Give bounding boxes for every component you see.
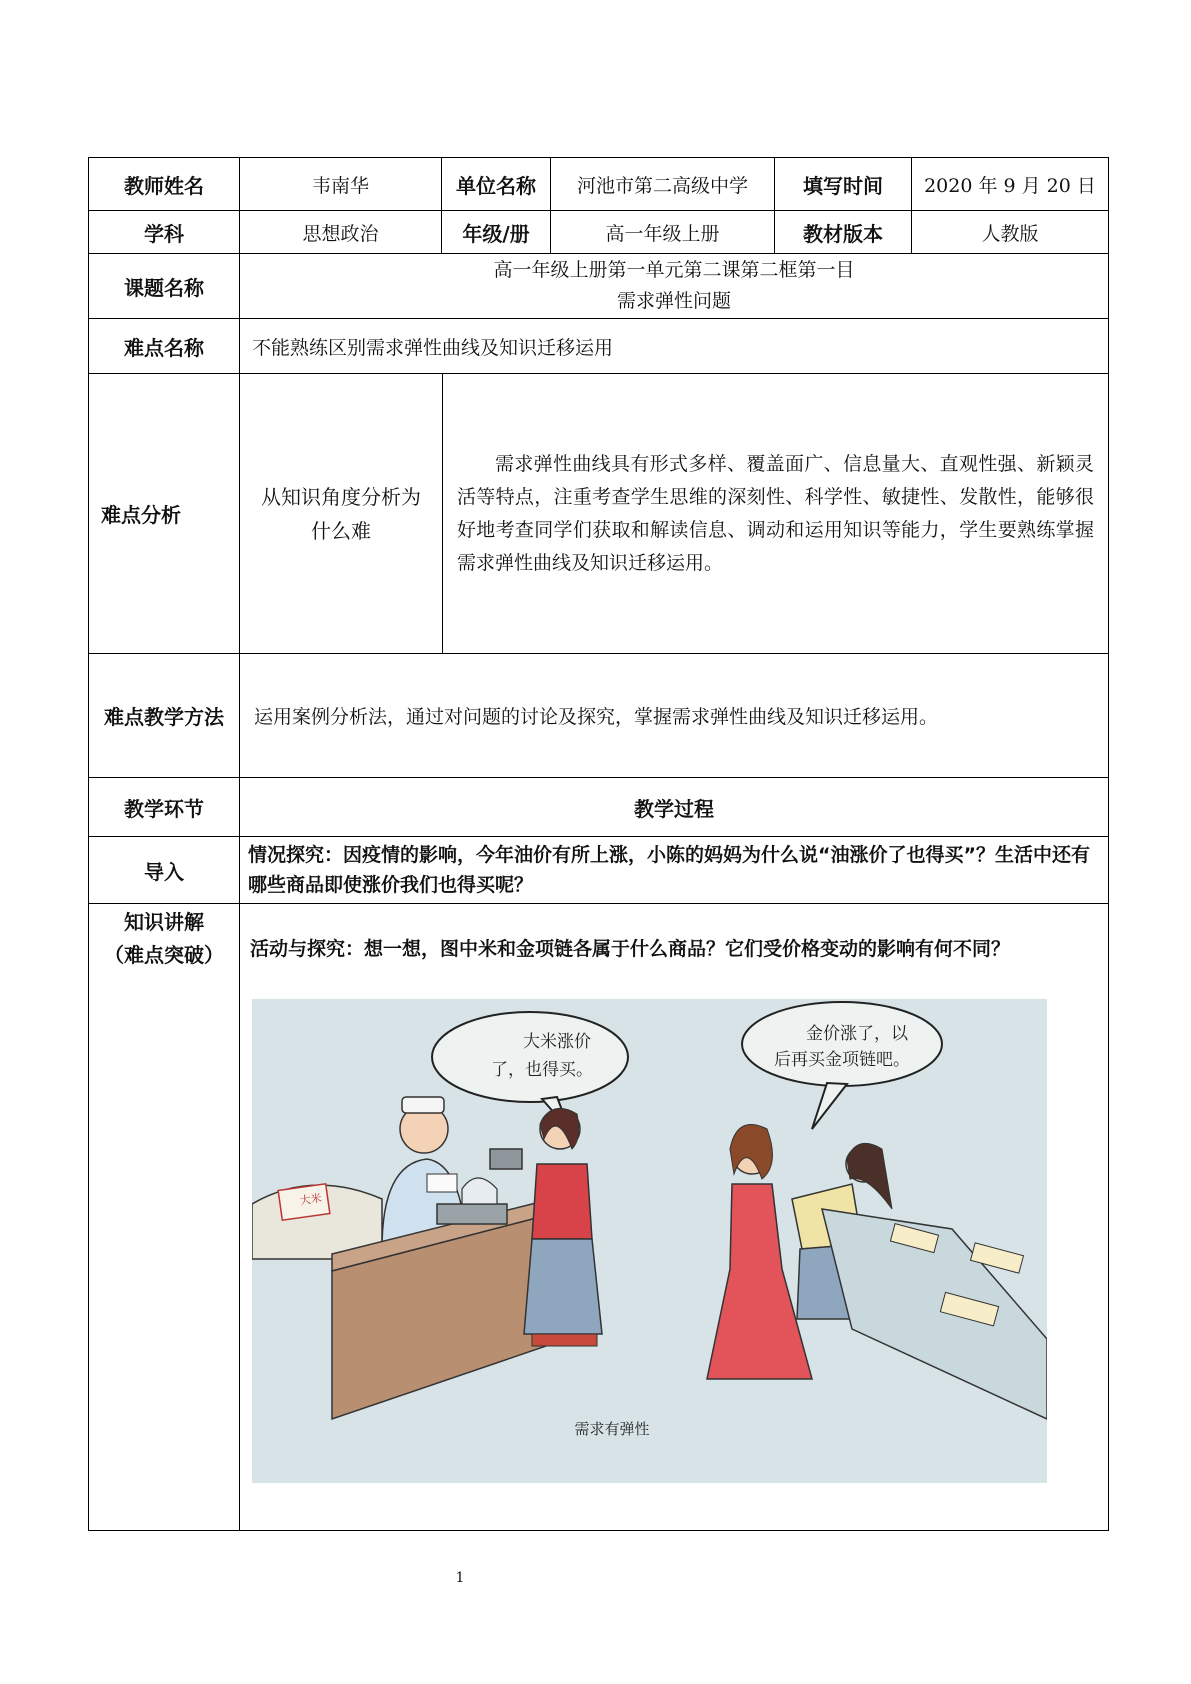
grade-label: 年级/册 xyxy=(441,210,551,254)
shopkeeper-receipt xyxy=(427,1174,457,1192)
subject-value: 思想政治 xyxy=(239,210,442,254)
left-speech-bubble xyxy=(432,1012,628,1102)
analysis-text xyxy=(442,373,1109,654)
date-label: 填写时间 xyxy=(774,157,912,211)
intro-value xyxy=(239,836,1109,904)
left-bubble-line-1: 大米涨价 xyxy=(523,1032,591,1052)
method-label: 难点教学方法 xyxy=(88,653,240,778)
date-value: 2020 年 9 月 20 日 xyxy=(911,157,1109,211)
right-bubble-line-1: 金价涨了，以 xyxy=(806,1024,908,1044)
edition-value: 人教版 xyxy=(911,210,1109,254)
teacher-label: 教师姓名 xyxy=(88,157,240,211)
demand-elasticity-cartoon xyxy=(252,999,1047,1483)
scale-base xyxy=(437,1204,507,1224)
left-bubble-line-2: 了，也得买。 xyxy=(491,1060,593,1080)
right-speech-bubble xyxy=(742,1002,942,1086)
analysis-angle xyxy=(239,373,443,654)
teacher-value: 韦南华 xyxy=(239,157,442,211)
woman-a-shoes xyxy=(532,1334,597,1346)
topic-label: 课题名称 xyxy=(88,253,240,319)
analysis-paragraph: 需求弹性曲线具有形式多样、覆盖面广、信息量大、直观性强、新颖灵活等特点，注重考查学生思维的深刻性、科学性、敏捷性、发散性，能够很好地考查同学们获取和解读信息、调动和运用知识等能力，学生要熟练掌握需求弹性曲线及知识迁移运用。 xyxy=(457,452,1094,574)
lecture-content xyxy=(239,903,1109,1531)
method-value: 运用案例分析法，通过对问题的讨论及探究，掌握需求弹性曲线及知识迁移运用。 xyxy=(239,653,1109,778)
difficulty-value: 不能熟练区别需求弹性曲线及知识迁移运用 xyxy=(239,318,1109,374)
intro-label: 导入 xyxy=(88,836,240,904)
page-number: 1 xyxy=(455,1570,465,1586)
lecture-label xyxy=(88,903,240,1531)
analysis-angle-text: 从知识角度分析为什么难 xyxy=(261,484,421,543)
woman-a-skirt xyxy=(524,1239,602,1334)
right-bubble-line-2: 后再买金项链吧。 xyxy=(774,1050,910,1070)
edition-label: 教材版本 xyxy=(774,210,912,254)
subject-label: 学科 xyxy=(88,210,240,254)
topic-line-1: 高一年级上册第一单元第二课第二框第一目 xyxy=(493,259,855,281)
difficulty-label: 难点名称 xyxy=(88,318,240,374)
rice-sign-text: 大米 xyxy=(298,1191,323,1208)
shopkeeper-hat xyxy=(402,1097,444,1113)
unit-label: 单位名称 xyxy=(441,157,551,211)
lecture-label-2: （难点突破） xyxy=(104,943,224,967)
analysis-label: 难点分析 xyxy=(88,373,240,654)
intro-paragraph: 情况探究：因疫情的影响，今年油价有所上涨，小陈的妈妈为什么说“油涨价了也得买”？生活中还有哪些商品即使涨价我们也得买呢？ xyxy=(248,844,1090,896)
process-value: 教学过程 xyxy=(239,777,1109,837)
unit-value: 河池市第二高级中学 xyxy=(550,157,775,211)
process-label: 教学环节 xyxy=(88,777,240,837)
topic-line-2: 需求弹性问题 xyxy=(616,290,731,312)
woman-a-top xyxy=(532,1164,592,1239)
scale-display xyxy=(490,1149,522,1169)
lecture-activity: 活动与探究：想一想，图中米和金项链各属于什么商品？它们受价格变动的影响有何不同？ xyxy=(250,938,1011,960)
cartoon-caption: 需求有弹性 xyxy=(574,1420,650,1438)
topic-value xyxy=(239,253,1109,319)
lecture-label-1: 知识讲解 xyxy=(124,910,204,934)
grade-value: 高一年级上册 xyxy=(550,210,775,254)
